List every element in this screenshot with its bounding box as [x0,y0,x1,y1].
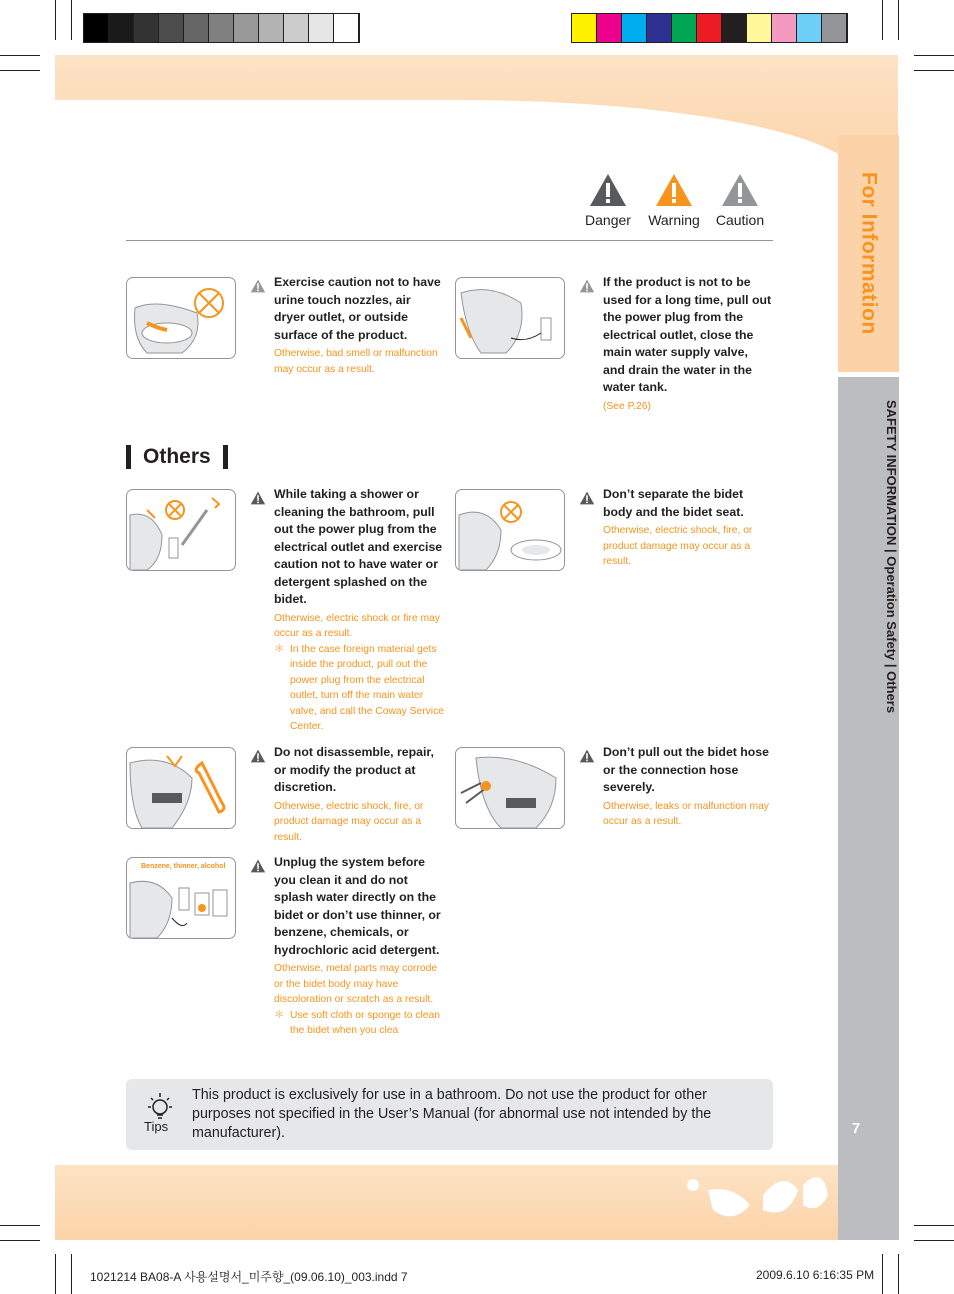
heading-bar [223,445,228,469]
caution-icon [579,278,595,294]
danger-icon [579,748,595,764]
lightbulb-icon [144,1091,176,1121]
item-result: Otherwise, electric shock, fire, or product damage may occur as a result. [603,525,753,567]
legend-warning [644,172,704,228]
caution-icon [720,172,760,208]
tips-box [126,1079,773,1150]
illustration-caption: Benzene, thinner, alcohol [141,863,226,870]
item-note [274,642,444,735]
item-title: If the product is not to be used for a long time, pull out the power plug from the electrical outlet, close the main water supply valve, and drain the water in the water tank. [603,275,772,394]
tips-label: Tips [144,1119,169,1134]
item-title: Do not disassemble, repair, or modify the product at discretion. [274,745,434,794]
danger-icon [250,858,266,874]
note-text: In the case foreign material gets inside the product, pull out the power plug from the electrical outlet, turn off the main water valve, and call the Coway Service Center. [290,643,444,732]
item-disassembly [274,744,444,845]
warning-icon [654,172,694,208]
footer-band [55,1165,838,1240]
legend-caution-label: Caution [715,212,765,228]
gray-swatch [134,14,159,42]
hose-illustration [455,747,565,829]
crop-mark [882,1254,883,1294]
item-note [274,1008,444,1039]
item-long-term-storage [603,274,773,414]
crop-mark [0,1240,40,1241]
side-title: For Information [857,172,881,335]
item-shower-caution [274,486,444,735]
crop-mark [898,1254,899,1294]
process-color-bar [571,13,848,43]
color-swatch [747,14,772,42]
gray-swatch [159,14,184,42]
crop-mark [914,70,954,71]
gray-swatch [309,14,334,42]
slug-date: 2009.6.10 6:16:35 PM [756,1268,875,1282]
color-swatch [672,14,697,42]
item-title: Don’t separate the bidet body and the bidet seat. [603,487,744,519]
item-chemical-caution [274,854,444,1039]
section-heading-label: Others [143,445,211,468]
crop-mark [882,0,883,40]
item-result: Otherwise, metal parts may corrode or the bidet body may have discoloration or scratch as a result. [274,963,438,1005]
crop-mark [0,1225,40,1226]
slug-filename: 1021214 BA08-A 사용설명서_미주향_(09.06.10)_003.indd 7 [90,1270,408,1284]
gray-swatch [234,14,259,42]
color-swatch [697,14,722,42]
page-number: 7 [851,1120,861,1137]
note-mark: ＊ [274,643,285,655]
item-seat-separation [603,486,773,570]
divider [126,240,773,241]
chemical-caution-illustration [126,857,236,939]
item-result: Otherwise, electric shock, fire, or product damage may occur as a result. [274,800,424,843]
gray-swatch [334,14,359,42]
gray-swatch [284,14,309,42]
gray-swatch [109,14,134,42]
gray-swatch [259,14,284,42]
legend-caution [710,172,770,228]
danger-icon [250,490,266,506]
color-swatch [597,14,622,42]
item-result: Otherwise, electric shock or fire may occur as a result. [274,612,440,639]
legend-danger [578,172,638,228]
crop-mark [914,1225,954,1226]
danger-icon [250,748,266,764]
shower-caution-illustration [126,489,236,571]
color-swatch [722,14,747,42]
color-swatch [822,14,847,42]
leaf-decoration-icon [638,1165,838,1240]
tips-text: This product is exclusively for use in a bathroom. Do not use the product for other purposes not specified in the User’s Manual (for abnormal use not intended by the manufacturer). [192,1087,712,1141]
gray-swatch [184,14,209,42]
section-heading-others [126,443,228,471]
color-swatch [572,14,597,42]
danger-icon [588,172,628,208]
crop-mark [914,1240,954,1241]
gray-swatch [209,14,234,42]
note-mark: ＊ [274,1009,285,1021]
item-hose [603,744,773,830]
crop-mark [898,0,899,40]
item-result: (See P.26) [603,400,651,412]
item-result: Otherwise, bad smell or malfunction may occur as a result. [274,348,438,375]
item-title: Unplug the system before you clean it and do not splash water directly on the bidet or don’t use thinner, or benzene, chemicals, or hydrochloric acid detergent. [274,855,441,957]
crop-mark [0,55,40,56]
disassembly-illustration [126,747,236,829]
legend-warning-label: Warning [648,212,700,228]
danger-icon [579,490,595,506]
color-swatch [622,14,647,42]
long-term-storage-illustration [455,277,565,359]
note-text: Use soft cloth or sponge to clean the bidet when you clea [290,1009,440,1036]
color-swatch [647,14,672,42]
item-title: While taking a shower or cleaning the bathroom, pull out the power plug from the electrical outlet and exercise caution not to have water or detergent splashed on the bidet. [274,487,443,606]
legend-danger-label: Danger [585,212,631,228]
crop-mark [55,0,56,40]
crop-mark [0,70,40,71]
crop-mark [55,1254,56,1294]
crop-mark [914,55,954,56]
gray-swatch [84,14,109,42]
crop-mark [71,1254,72,1294]
seat-separation-illustration [455,489,565,571]
grayscale-color-bar [83,13,360,43]
item-urine-caution [274,274,444,377]
side-section-label: SAFETY INFORMATION | Operation Safety | Others [884,400,899,714]
crop-mark [71,0,72,40]
color-swatch [772,14,797,42]
color-swatch [797,14,822,42]
urine-caution-illustration [126,277,236,359]
caution-icon [250,278,266,294]
item-result: Otherwise, leaks or malfunction may occur as a result. [603,800,769,827]
item-title: Don’t pull out the bidet hose or the connection hose severely. [603,745,769,794]
item-title: Exercise caution not to have urine touch nozzles, air dryer outlet, or outside surface of the product. [274,275,441,342]
